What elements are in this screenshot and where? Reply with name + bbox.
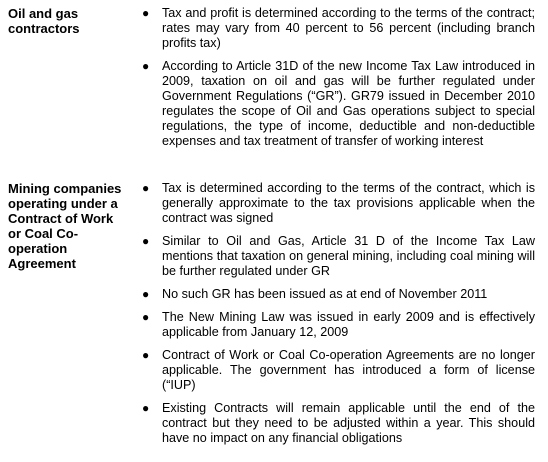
bullet-list <box>140 6 535 157</box>
bullet-text: No such GR has been issued as at end of November 2011 <box>162 287 488 301</box>
bullet-icon: ● <box>142 6 150 20</box>
section-mining <box>0 181 548 454</box>
bullet-item <box>140 401 535 446</box>
bullet-text: Tax and profit is determined according to the terms of the contract; rates may vary from 40 percent to 56 percent (including branch profits tax) <box>162 6 535 50</box>
section-oil-gas <box>0 6 548 157</box>
bullet-item <box>140 181 535 226</box>
bullet-item <box>140 59 535 149</box>
section-label: Oil and gas contractors <box>8 6 80 36</box>
bullet-item <box>140 348 535 393</box>
bullet-item <box>140 6 535 51</box>
bullet-icon: ● <box>142 287 150 301</box>
bullet-text: Existing Contracts will remain applicable until the end of the contract but they need to be adjusted within a year. This should have no impact on any financial obligations <box>162 401 535 445</box>
bullet-icon: ● <box>142 59 150 73</box>
bullet-icon: ● <box>142 181 150 195</box>
bullet-text: Contract of Work or Coal Co-operation Agreements are no longer applicable. The government has introduced a form of license (“IUP) <box>162 348 535 392</box>
bullet-icon: ● <box>142 234 150 248</box>
bullet-text: According to Article 31D of the new Income Tax Law introduced in 2009, taxation on oil and gas will be further regulated under Government Regulations (“GR”). GR79 issued in December 2010 regulates the scope of Oil and Gas operations subject to special regulations, the type of income, deductible and non-deductible expenses and tax treatment of transfer of working interest <box>162 59 535 148</box>
bullet-icon: ● <box>142 348 150 362</box>
bullet-text: Similar to Oil and Gas, Article 31 D of the Income Tax Law mentions that taxation on general mining, including coal mining will be further regulated under GR <box>162 234 535 278</box>
section-label: Mining companies operating under a Contract of Work or Coal Co-operation Agreement <box>8 181 122 271</box>
bullet-item <box>140 234 535 279</box>
bullet-icon: ● <box>142 401 150 415</box>
bullet-item <box>140 287 535 302</box>
bullet-text: Tax is determined according to the terms of the contract, which is generally approximate to the tax provisions applicable when the contract was signed <box>162 181 535 225</box>
bullet-list <box>140 181 535 454</box>
bullet-icon: ● <box>142 310 150 324</box>
bullet-item <box>140 310 535 340</box>
bullet-text: The New Mining Law was issued in early 2009 and is effectively applicable from January 12, 2009 <box>162 310 535 339</box>
